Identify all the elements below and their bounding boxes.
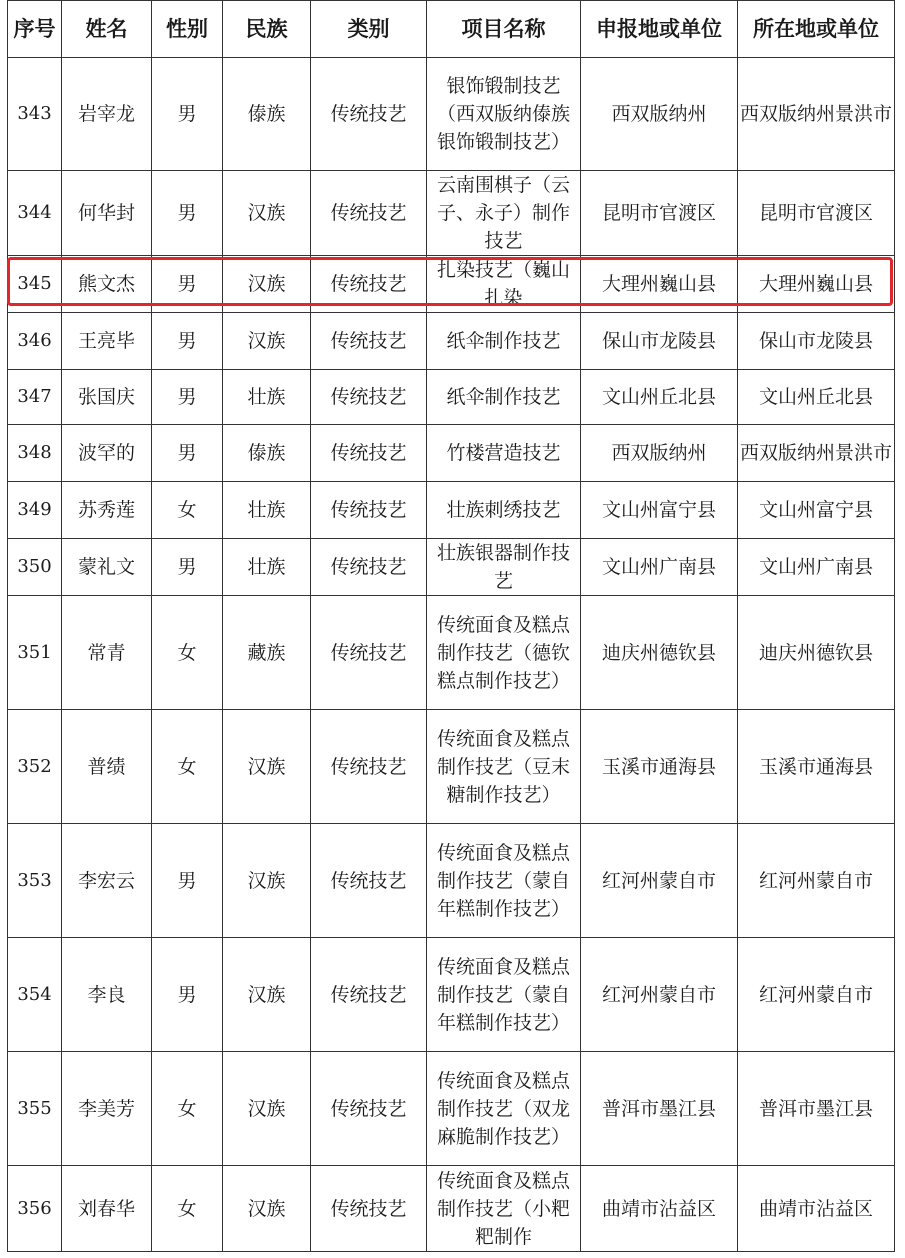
- cell-ethnicity: 汉族: [223, 1166, 311, 1252]
- table-row: [8, 938, 895, 1052]
- table-header-row: [8, 1, 895, 58]
- cell-location: 红河州蒙自市: [738, 824, 895, 938]
- cell-applicant: 曲靖市沾益区: [581, 1166, 738, 1252]
- cell-location: 文山州富宁县: [738, 482, 895, 539]
- table-row: [8, 313, 895, 370]
- cell-id: 346: [8, 313, 62, 370]
- cell-location: 文山州丘北县: [738, 370, 895, 425]
- cell-id: 343: [8, 58, 62, 171]
- cell-project: 传统面食及糕点制作技艺（蒙自年糕制作技艺）: [427, 824, 581, 938]
- cell-gender: 男: [152, 256, 223, 313]
- cell-location: 西双版纳州景洪市: [738, 58, 895, 171]
- cell-project: 壮族银器制作技艺: [427, 539, 581, 596]
- cell-id: 348: [8, 425, 62, 482]
- cell-project: 传统面食及糕点制作技艺（豆末糖制作技艺）: [427, 710, 581, 824]
- cell-name: 波罕的: [62, 425, 152, 482]
- table-row: [8, 171, 895, 256]
- cell-ethnicity: 藏族: [223, 596, 311, 710]
- cell-gender: 女: [152, 1052, 223, 1166]
- cell-category: 传统技艺: [311, 58, 427, 171]
- cell-project: 云南围棋子（云子、永子）制作技艺: [427, 171, 581, 256]
- cell-id: 352: [8, 710, 62, 824]
- cell-name: 常青: [62, 596, 152, 710]
- cell-applicant: 大理州巍山县: [581, 256, 738, 313]
- column-header: 项目名称: [427, 1, 581, 58]
- cell-ethnicity: 壮族: [223, 482, 311, 539]
- cell-location: 西双版纳州景洪市: [738, 425, 895, 482]
- table-row: [8, 539, 895, 596]
- cell-id: 349: [8, 482, 62, 539]
- cell-name: 张国庆: [62, 370, 152, 425]
- cell-id: 351: [8, 596, 62, 710]
- column-header: 民族: [223, 1, 311, 58]
- column-header: 类别: [311, 1, 427, 58]
- cell-name: 李良: [62, 938, 152, 1052]
- cell-applicant: 保山市龙陵县: [581, 313, 738, 370]
- cell-ethnicity: 汉族: [223, 710, 311, 824]
- cell-applicant: 迪庆州德钦县: [581, 596, 738, 710]
- cell-location: 普洱市墨江县: [738, 1052, 895, 1166]
- cell-id: 345: [8, 256, 62, 313]
- cell-category: 传统技艺: [311, 370, 427, 425]
- cell-ethnicity: 汉族: [223, 171, 311, 256]
- cell-applicant: 文山州广南县: [581, 539, 738, 596]
- cell-id: 354: [8, 938, 62, 1052]
- cell-gender: 女: [152, 596, 223, 710]
- cell-id: 356: [8, 1166, 62, 1252]
- cell-category: 传统技艺: [311, 1052, 427, 1166]
- cell-name: 岩宰龙: [62, 58, 152, 171]
- table-row: [8, 1166, 895, 1252]
- cell-project: 纸伞制作技艺: [427, 370, 581, 425]
- column-header: 序号: [8, 1, 62, 58]
- column-header: 所在地或单位: [738, 1, 895, 58]
- cell-name: 苏秀莲: [62, 482, 152, 539]
- cell-location: 保山市龙陵县: [738, 313, 895, 370]
- cell-applicant: 普洱市墨江县: [581, 1052, 738, 1166]
- cell-project: 传统面食及糕点制作技艺（双龙麻脆制作技艺）: [427, 1052, 581, 1166]
- table-row: [8, 596, 895, 710]
- cell-location: 迪庆州德钦县: [738, 596, 895, 710]
- cell-id: 355: [8, 1052, 62, 1166]
- cell-category: 传统技艺: [311, 256, 427, 313]
- cell-ethnicity: 汉族: [223, 938, 311, 1052]
- cell-location: 红河州蒙自市: [738, 938, 895, 1052]
- cell-ethnicity: 汉族: [223, 256, 311, 313]
- cell-category: 传统技艺: [311, 1166, 427, 1252]
- column-header: 性别: [152, 1, 223, 58]
- table-row: [8, 58, 895, 171]
- cell-name: 李宏云: [62, 824, 152, 938]
- cell-applicant: 西双版纳州: [581, 425, 738, 482]
- table-row: [8, 370, 895, 425]
- table-row-highlighted: [8, 256, 895, 313]
- cell-location: 文山州广南县: [738, 539, 895, 596]
- table-row: [8, 425, 895, 482]
- cell-project: 竹楼营造技艺: [427, 425, 581, 482]
- column-header: 申报地或单位: [581, 1, 738, 58]
- cell-category: 传统技艺: [311, 824, 427, 938]
- cell-gender: 男: [152, 539, 223, 596]
- cell-applicant: 红河州蒙自市: [581, 938, 738, 1052]
- cell-name: 刘春华: [62, 1166, 152, 1252]
- cell-gender: 女: [152, 1166, 223, 1252]
- cell-category: 传统技艺: [311, 425, 427, 482]
- cell-category: 传统技艺: [311, 938, 427, 1052]
- cell-gender: 男: [152, 58, 223, 171]
- heritage-inheritor-table: [7, 0, 895, 1252]
- cell-gender: 男: [152, 370, 223, 425]
- column-header: 姓名: [62, 1, 152, 58]
- cell-name: 熊文杰: [62, 256, 152, 313]
- cell-gender: 女: [152, 710, 223, 824]
- cell-applicant: 红河州蒙自市: [581, 824, 738, 938]
- cell-location: 曲靖市沾益区: [738, 1166, 895, 1252]
- cell-ethnicity: 傣族: [223, 425, 311, 482]
- cell-name: 何华封: [62, 171, 152, 256]
- cell-name: 王亮毕: [62, 313, 152, 370]
- cell-gender: 男: [152, 171, 223, 256]
- cell-location: 大理州巍山县: [738, 256, 895, 313]
- cell-ethnicity: 壮族: [223, 370, 311, 425]
- cell-category: 传统技艺: [311, 710, 427, 824]
- table-row: [8, 1052, 895, 1166]
- cell-id: 347: [8, 370, 62, 425]
- cell-project: 壮族刺绣技艺: [427, 482, 581, 539]
- cell-category: 传统技艺: [311, 482, 427, 539]
- cell-project: 扎染技艺（巍山扎染: [427, 256, 581, 313]
- cell-ethnicity: 汉族: [223, 313, 311, 370]
- cell-applicant: 文山州富宁县: [581, 482, 738, 539]
- cell-location: 玉溪市通海县: [738, 710, 895, 824]
- cell-location: 昆明市官渡区: [738, 171, 895, 256]
- table-row: [8, 710, 895, 824]
- cell-id: 344: [8, 171, 62, 256]
- cell-gender: 男: [152, 938, 223, 1052]
- cell-category: 传统技艺: [311, 171, 427, 256]
- cell-applicant: 文山州丘北县: [581, 370, 738, 425]
- table-row: [8, 824, 895, 938]
- cell-ethnicity: 傣族: [223, 58, 311, 171]
- cell-applicant: 玉溪市通海县: [581, 710, 738, 824]
- cell-ethnicity: 汉族: [223, 824, 311, 938]
- cell-ethnicity: 壮族: [223, 539, 311, 596]
- cell-project: 传统面食及糕点制作技艺（德钦糕点制作技艺）: [427, 596, 581, 710]
- cell-applicant: 昆明市官渡区: [581, 171, 738, 256]
- cell-project: 纸伞制作技艺: [427, 313, 581, 370]
- cell-category: 传统技艺: [311, 313, 427, 370]
- cell-category: 传统技艺: [311, 539, 427, 596]
- cell-gender: 男: [152, 313, 223, 370]
- table-row: [8, 482, 895, 539]
- cell-project: 银饰锻制技艺（西双版纳傣族银饰锻制技艺）: [427, 58, 581, 171]
- cell-applicant: 西双版纳州: [581, 58, 738, 171]
- cell-name: 普绩: [62, 710, 152, 824]
- cell-project: 传统面食及糕点制作技艺（蒙自年糕制作技艺）: [427, 938, 581, 1052]
- cell-name: 李美芳: [62, 1052, 152, 1166]
- cell-gender: 女: [152, 482, 223, 539]
- cell-id: 350: [8, 539, 62, 596]
- cell-gender: 男: [152, 425, 223, 482]
- cell-ethnicity: 汉族: [223, 1052, 311, 1166]
- cell-name: 蒙礼文: [62, 539, 152, 596]
- cell-gender: 男: [152, 824, 223, 938]
- cell-project: 传统面食及糕点制作技艺（小粑粑制作: [427, 1166, 581, 1252]
- cell-id: 353: [8, 824, 62, 938]
- cell-category: 传统技艺: [311, 596, 427, 710]
